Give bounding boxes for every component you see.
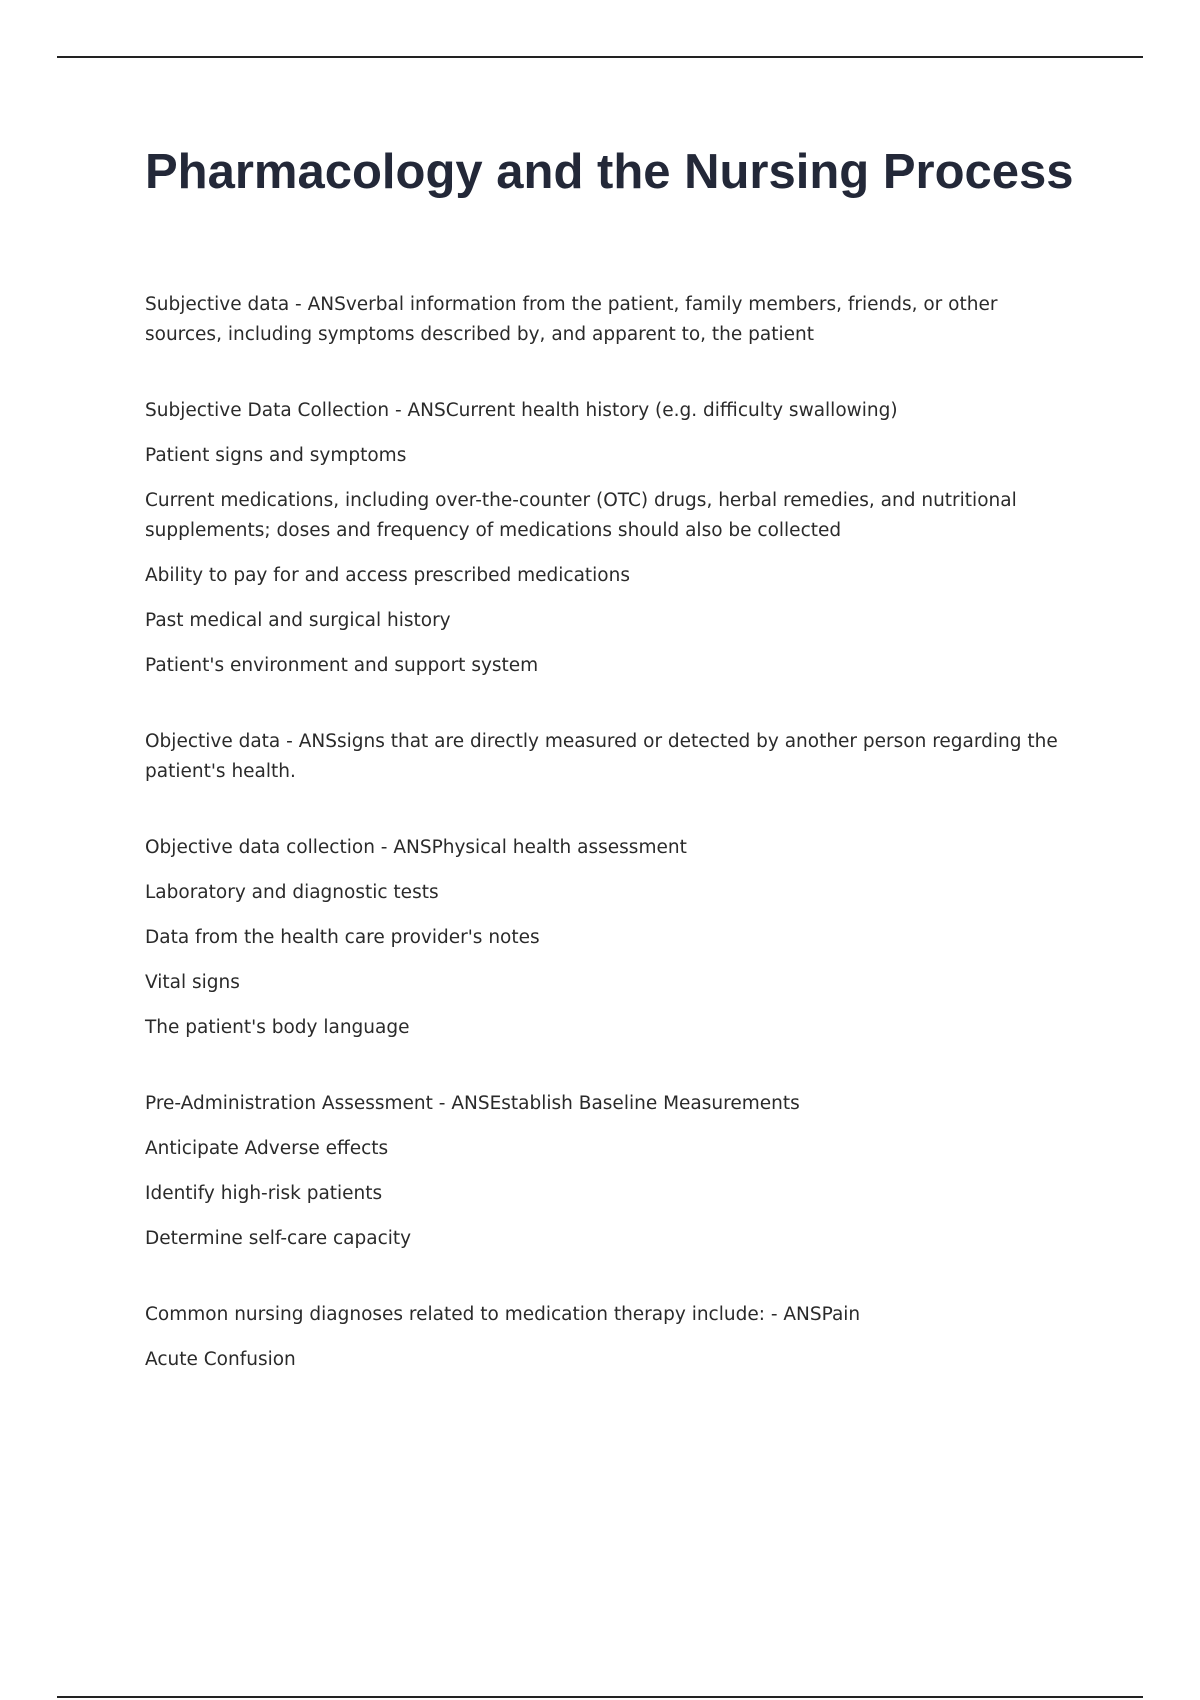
text-line: The patient's body language — [145, 1017, 410, 1038]
section-objective-data-collection — [145, 833, 1075, 1043]
text-line: Objective data collection - ANSPhysical health assessment — [145, 837, 687, 858]
text-line: Data from the health care provider's notes — [145, 927, 540, 948]
footer-rule — [57, 1696, 1143, 1698]
text-line: Acute Confusion — [145, 1349, 296, 1370]
text-line: Vital signs — [145, 972, 240, 993]
text-line: Anticipate Adverse effects — [145, 1138, 389, 1159]
text-line: Determine self-care capacity — [145, 1228, 412, 1249]
text-line: Common nursing diagnoses related to medication therapy include: - ANSPain — [145, 1304, 861, 1325]
text-line: Pre-Administration Assessment - ANSEstablish Baseline Measurements — [145, 1093, 800, 1114]
page-title: Pharmacology and the Nursing Process — [145, 145, 1074, 199]
text-line: Subjective data - ANSverbal information from the patient, family members, friends, or other sources, including symptoms described by, and apparent to, the patient — [145, 294, 998, 345]
text-line: Identify high-risk patients — [145, 1183, 383, 1204]
text-line: Patient's environment and support system — [145, 655, 539, 676]
section-pre-administration-assessment — [145, 1089, 1075, 1254]
section-subjective-data-collection — [145, 396, 1075, 681]
section-nursing-diagnoses — [145, 1300, 1075, 1375]
header-rule — [57, 56, 1143, 58]
text-line: Current medications, including over-the-counter (OTC) drugs, herbal remedies, and nutritional supplements; doses and frequency of medications should also be collected — [145, 490, 1017, 541]
text-line: Ability to pay for and access prescribed medications — [145, 565, 630, 586]
document-body — [145, 290, 1075, 1421]
text-line: Objective data - ANSsigns that are directly measured or detected by another person regarding the patient's health. — [145, 731, 1058, 782]
text-line: Patient signs and symptoms — [145, 445, 407, 466]
text-line: Laboratory and diagnostic tests — [145, 882, 439, 903]
section-objective-data — [145, 727, 1075, 787]
text-line: Subjective Data Collection - ANSCurrent health history (e.g. difficulty swallowing) — [145, 400, 898, 421]
section-subjective-data — [145, 290, 1075, 350]
text-line: Past medical and surgical history — [145, 610, 451, 631]
